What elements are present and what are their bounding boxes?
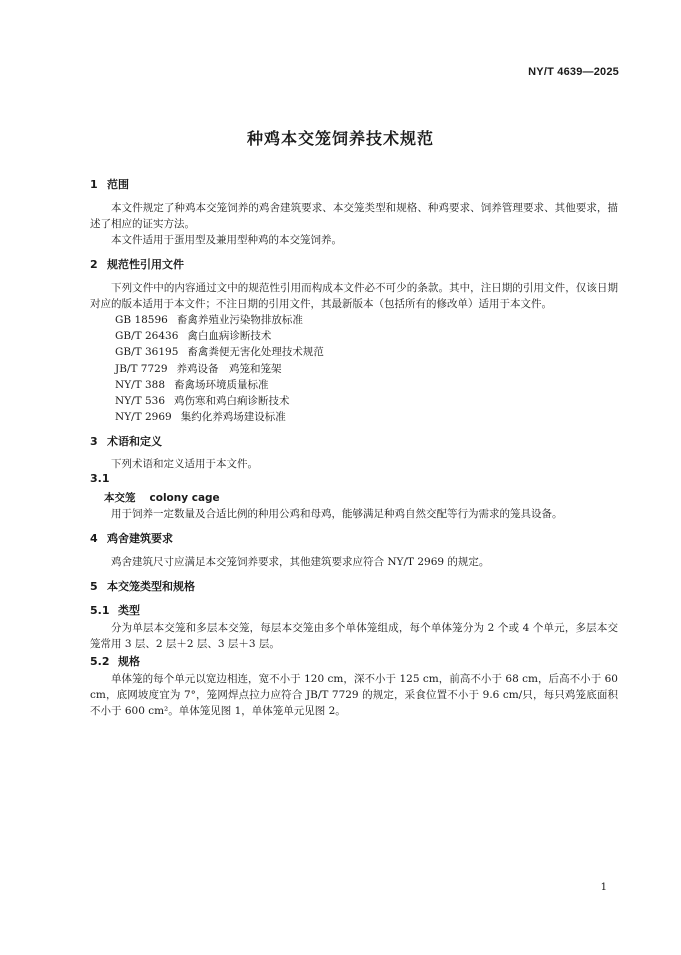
reference-code: NY/T 388	[115, 378, 166, 391]
page-number: 1	[600, 882, 607, 893]
section-3-heading	[90, 435, 618, 449]
subsection-5-1-heading	[90, 604, 618, 618]
section-number: 3	[90, 435, 98, 449]
standard-code: NY/T 4639—2025	[528, 66, 619, 78]
subsection-5-2-paragraph: 单体笼的每个单元以宽边相连，宽不小于 120 cm，深不小于 125 cm，前高不小于 68 cm，后高不小于 60 cm，底网坡度宜为 7°，笼网焊点拉力应符合 JB/T 7729 的规定，采食位置不小于 9.6 cm/只，每只鸡笼底面积不小于 600 cm²。单体笼见图 1，单体笼单元见图 2。	[90, 673, 618, 718]
subsection-5-2-heading	[90, 655, 618, 669]
reference-title: 畜禽场环境质量标准	[174, 378, 269, 391]
section-5-heading	[90, 580, 618, 594]
subsection-number: 5.1	[90, 604, 110, 618]
term-chinese: 本交笼	[104, 492, 136, 505]
section-1-heading	[90, 178, 618, 192]
section-3-paragraph-1: 下列术语和定义适用于本文件。	[111, 458, 258, 471]
document-body	[90, 178, 618, 719]
section-number: 2	[90, 258, 98, 271]
reference-item	[90, 344, 618, 360]
section-title: 鸡舍建筑要求	[107, 532, 173, 546]
term-number: 3.1	[90, 472, 110, 486]
section-2-paragraph-1: 下列文件中的内容通过文中的规范性引用而构成本文件必不可少的条款。其中，注日期的引用文件，仅该日期对应的版本适用于本文件；不注日期的引用文件，其最新版本（包括所有的修改单）适用于本文件。	[90, 282, 618, 310]
section-1-paragraph-2: 本文件适用于蛋用型及兼用型种鸡的本交笼饲养。	[111, 234, 342, 246]
reference-item	[90, 409, 618, 425]
reference-title: 养鸡设备 鸡笼和笼架	[176, 362, 282, 375]
document-title: 种鸡本交笼饲养技术规范	[246, 129, 434, 148]
reference-title: 畜禽养殖业污染物排放标准	[176, 314, 303, 326]
term-definition: 用于饲养一定数量及合适比例的种用公鸡和母鸡，能够满足种鸡自然交配等行为需求的笼具设备。	[111, 508, 563, 521]
reference-code: GB 18596	[115, 314, 168, 326]
section-4-heading	[90, 532, 618, 546]
reference-title: 鸡伤寒和鸡白痢诊断技术	[174, 395, 290, 408]
section-number: 1	[90, 178, 98, 191]
reference-item	[90, 393, 618, 409]
reference-item	[90, 361, 618, 377]
reference-code: GB/T 36195	[115, 346, 179, 359]
reference-code: NY/T 2969	[115, 411, 172, 424]
subsection-number: 5.2	[90, 655, 110, 669]
section-number: 5	[90, 580, 98, 594]
section-2-heading	[90, 258, 618, 272]
reference-item	[90, 328, 618, 344]
subsection-title: 规格	[118, 655, 140, 669]
normative-reference-list	[90, 312, 618, 425]
section-title: 本交笼类型和规格	[107, 580, 195, 594]
section-4-paragraph-1: 鸡舍建筑尺寸应满足本交笼饲养要求，其他建筑要求应符合 NY/T 2969 的规定。	[111, 556, 490, 569]
section-title: 规范性引用文件	[107, 258, 184, 271]
reference-code: GB/T 26436	[115, 330, 179, 343]
reference-code: JB/T 7729	[115, 362, 168, 375]
section-title: 范围	[107, 178, 129, 191]
term-entry	[90, 490, 618, 506]
reference-title: 禽白血病诊断技术	[187, 330, 272, 343]
reference-item	[90, 312, 618, 328]
section-1-paragraph-1: 本文件规定了种鸡本交笼饲养的鸡舍建筑要求、本交笼类型和规格、种鸡要求、饲养管理要求、其他要求，描述了相应的证实方法。	[90, 202, 618, 230]
section-title: 术语和定义	[107, 435, 162, 449]
section-number: 4	[90, 532, 98, 546]
term-english: colony cage	[149, 492, 220, 505]
reference-title: 集约化养鸡场建设标准	[180, 411, 286, 424]
subsection-title: 类型	[118, 604, 140, 618]
reference-title: 畜禽粪便无害化处理技术规范	[187, 346, 324, 359]
reference-item	[90, 377, 618, 393]
subsection-5-1-paragraph: 分为单层本交笼和多层本交笼，每层本交笼由多个单体笼组成，每个单体笼分为 2 个或 4 个单元，多层本交笼常用 3 层、2 层＋2 层、3 层＋3 层。	[90, 622, 618, 651]
reference-code: NY/T 536	[115, 395, 166, 408]
